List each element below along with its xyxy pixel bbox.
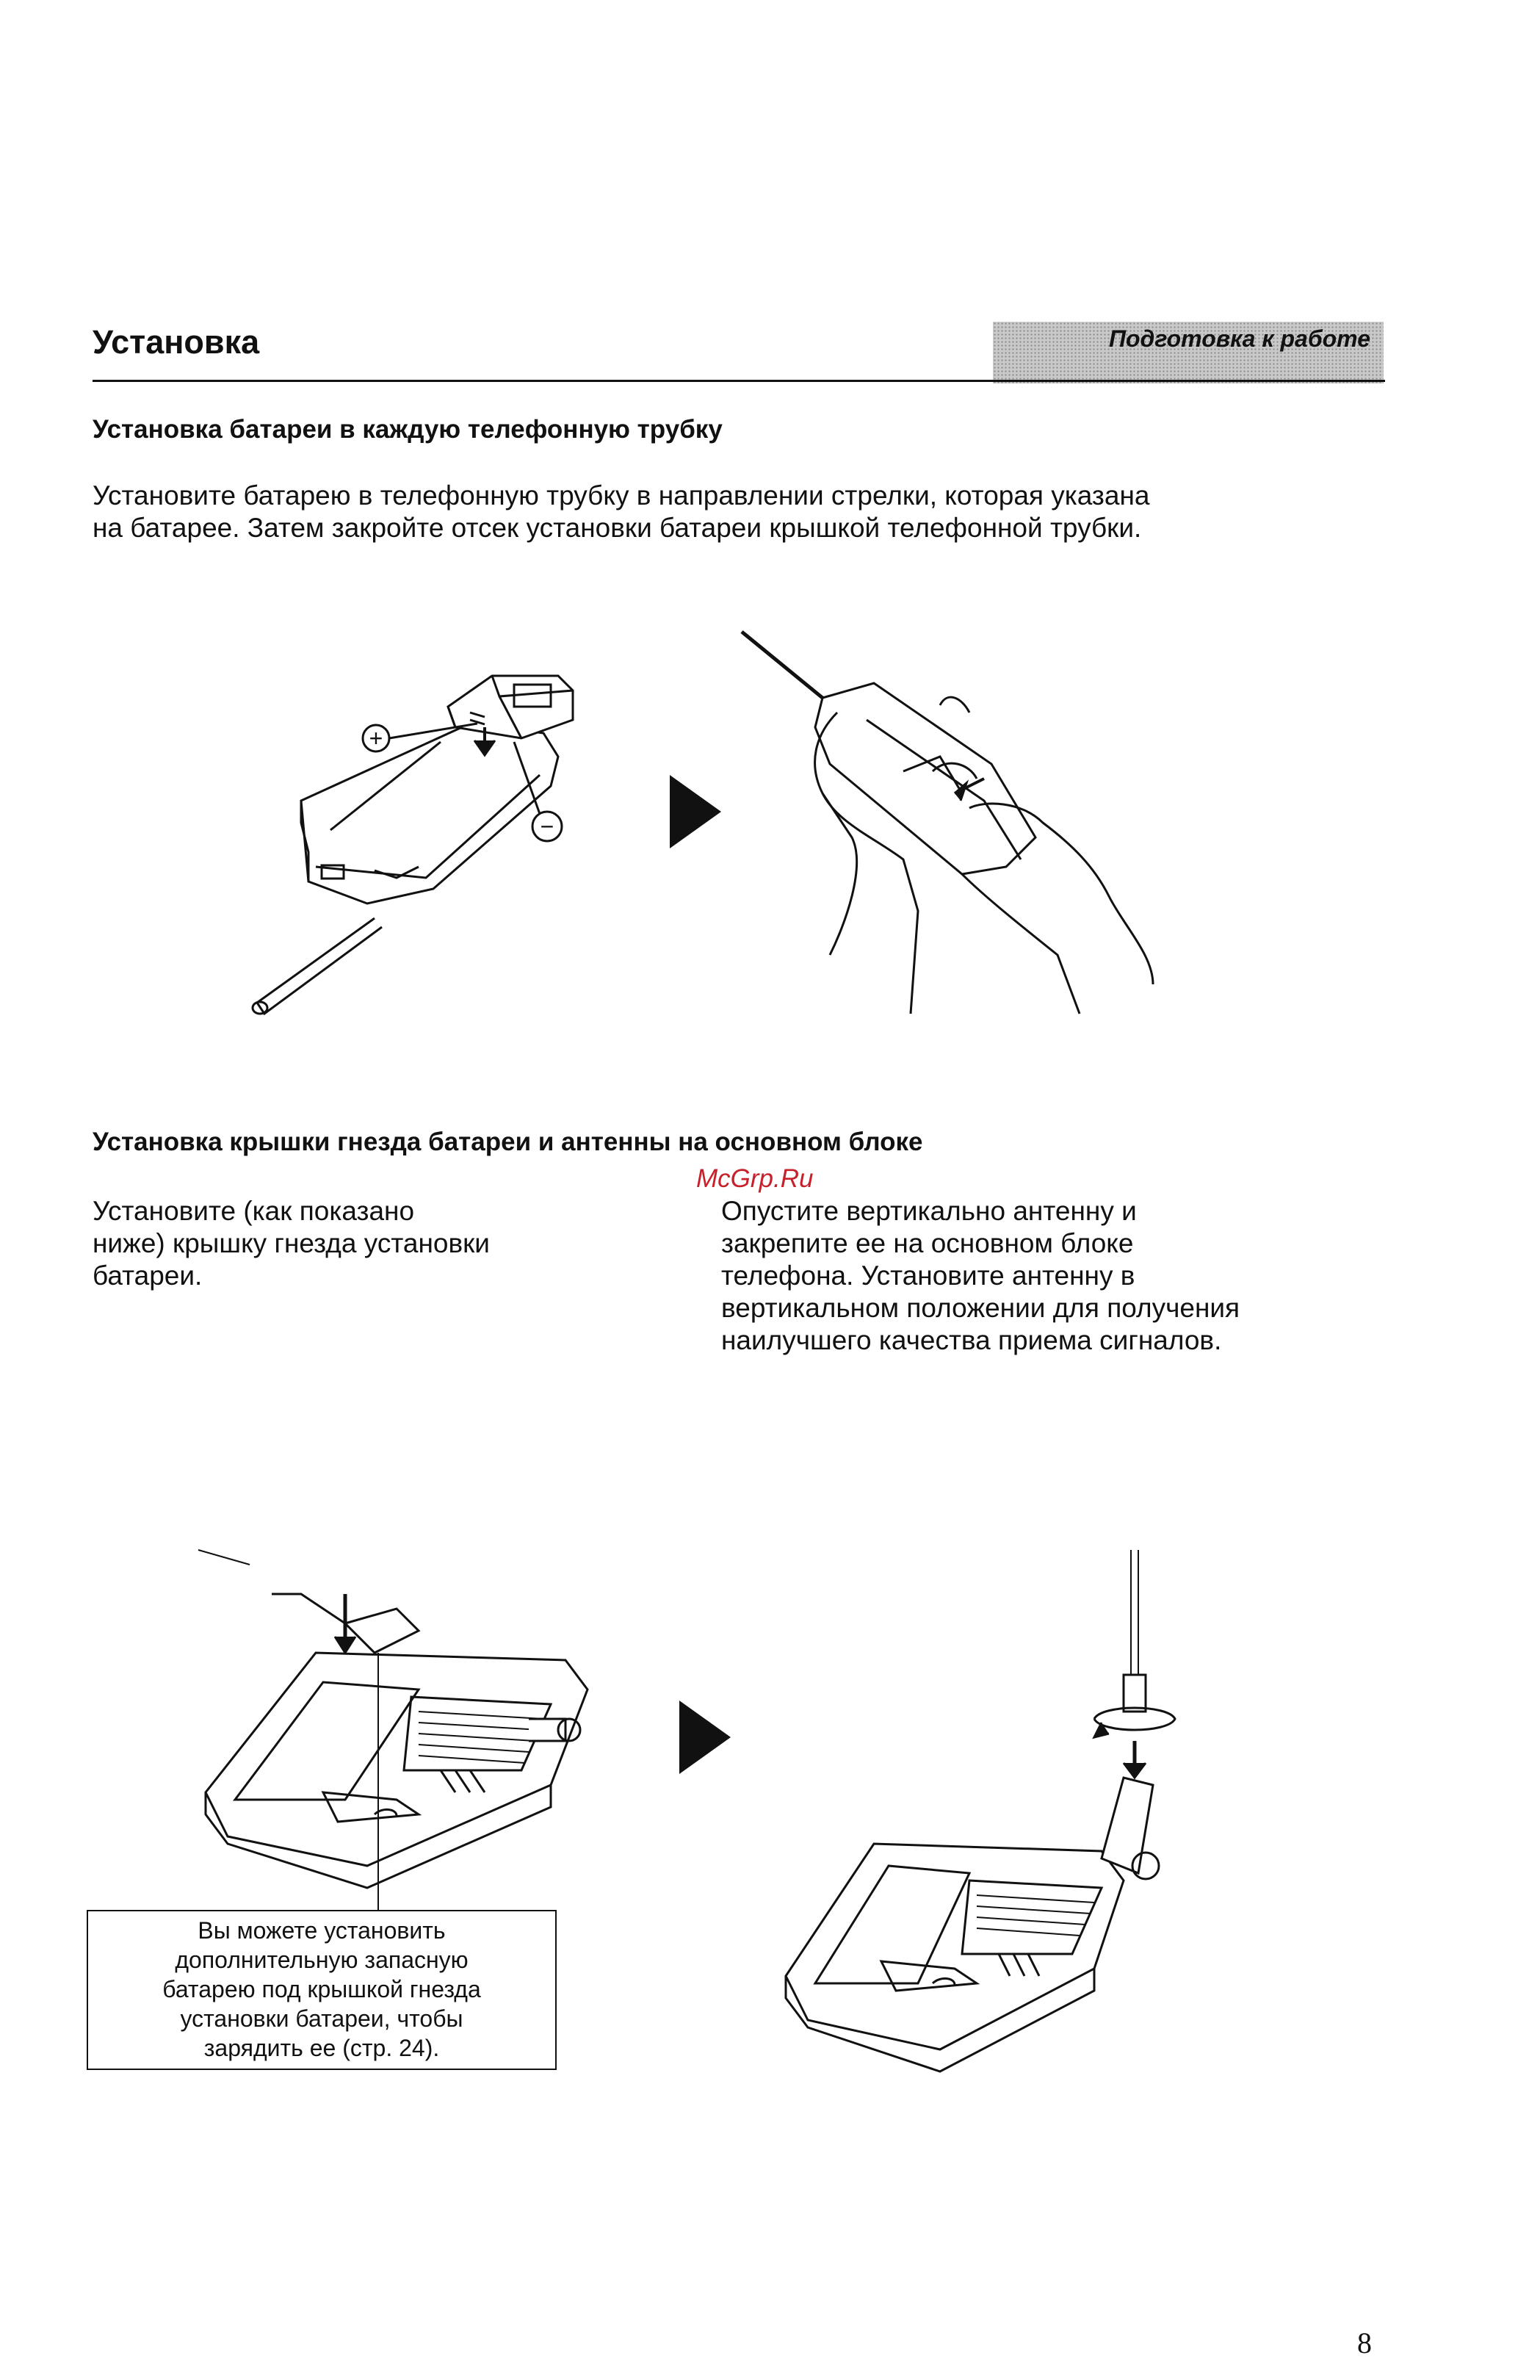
plus-label: + xyxy=(369,725,383,751)
note-line: зарядить ее (стр. 24). xyxy=(203,2035,440,2061)
text-line: Установите (как показано xyxy=(93,1196,415,1226)
paragraph-line: Установите батарею в телефонную трубку в направлении стрелки, которая указана xyxy=(93,480,1150,511)
note-line: батарею под крышкой гнезда xyxy=(162,1976,481,2002)
base-unit-antenna-illustration xyxy=(778,1550,1175,2079)
section2-right-text xyxy=(721,1195,1240,1357)
next-step-arrow xyxy=(679,1701,731,1774)
note-line: дополнительную запасную xyxy=(175,1947,469,1973)
base-unit-cover-illustration xyxy=(198,1550,610,1910)
text-line: закрепите ее на основном блоке xyxy=(721,1228,1134,1258)
text-line: ниже) крышку гнезда установки xyxy=(93,1228,490,1258)
text-line: телефона. Установите антенну в xyxy=(721,1261,1135,1291)
page-number: 8 xyxy=(1357,2326,1372,2359)
paragraph-line: на батарее. Затем закройте отсек установки батареи крышкой телефонной трубки. xyxy=(93,513,1142,543)
section-tag: Подготовка к работе xyxy=(993,322,1384,383)
next-step-arrow xyxy=(670,775,721,848)
text-line: наилучшего качества приема сигналов. xyxy=(721,1325,1222,1355)
spare-battery-note xyxy=(87,1910,557,2070)
page-title: Установка xyxy=(93,323,260,361)
text-line: вертикальном положении для получения xyxy=(721,1293,1240,1323)
section2-heading: Установка крышки гнезда батареи и антенны на основном блоке xyxy=(93,1128,923,1156)
text-line: батареи. xyxy=(93,1261,203,1291)
watermark: McGrp.Ru xyxy=(696,1164,814,1193)
note-line: Вы можете установить xyxy=(198,1917,446,1944)
minus-label: − xyxy=(540,813,554,840)
header-rule xyxy=(93,380,1385,382)
note-line: установки батареи, чтобы xyxy=(180,2005,463,2032)
section2-left-text xyxy=(93,1195,490,1292)
section1-heading: Установка батареи в каждую телефонную трубку xyxy=(93,415,723,444)
text-line: Опустите вертикально антенну и xyxy=(721,1196,1137,1226)
closing-cover-illustration xyxy=(742,617,1153,1014)
section1-paragraph xyxy=(93,480,1149,544)
handset-battery-illustration xyxy=(250,646,602,1028)
